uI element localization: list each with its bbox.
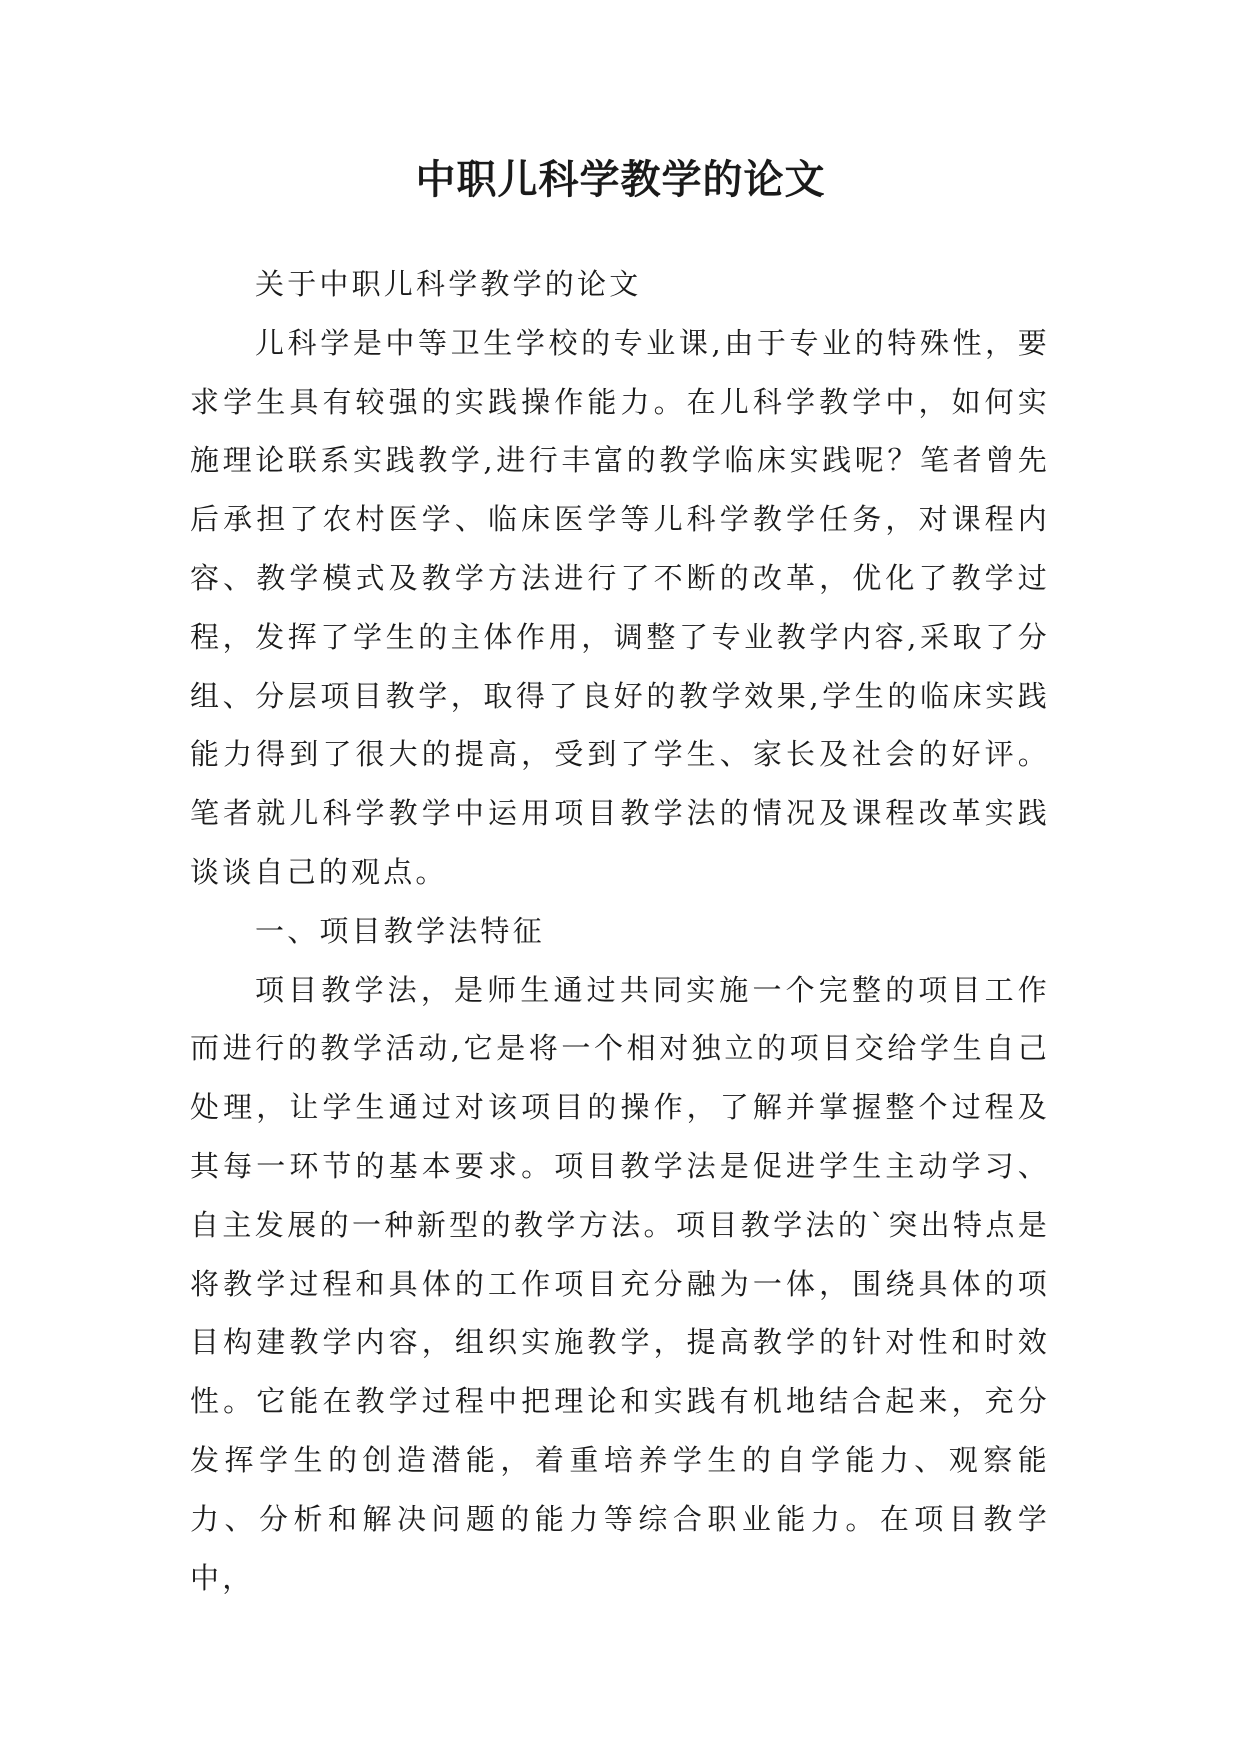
paragraph-subtitle: 关于中职儿科学教学的论文	[255, 267, 642, 301]
document-body	[190, 255, 1050, 1607]
paragraph-intro: 儿科学是中等卫生学校的专业课,由于专业的特殊性，要求学生具有较强的实践操作能力。在儿科学教学中，如何实施理论联系实践教学,进行丰富的教学临床实践呢？笔者曾先后承担了农村医学、临床医学等儿科学教学任务，对课程内容、教学模式及教学方法进行了不断的改革，优化了教学过程，发挥了学生的主体作用，调整了专业教学内容,采取了分组、分层项目教学，取得了良好的教学效果,学生的临床实践能力得到了很大的提高，受到了学生、家长及社会的好评。笔者就儿科学教学中运用项目教学法的情况及课程改革实践谈谈自己的观点。	[190, 325, 1050, 889]
paragraph-project-method: 项目教学法，是师生通过共同实施一个完整的项目工作而进行的教学活动,它是将一个相对独立的项目交给学生自己处理，让学生通过对该项目的操作，了解并掌握整个过程及其每一环节的基本要求。项目教学法是促进学生主动学习、自主发展的一种新型的教学方法。项目教学法的`突出特点是将教学过程和具体的工作项目充分融为一体，围绕具体的项目构建教学内容，组织实施教学，提高教学的针对性和时效性。它能在教学过程中把理论和实践有机地结合起来，充分发挥学生的创造潜能，着重培养学生的自学能力、观察能力、分析和解决问题的能力等综合职业能力。在项目教学中，	[190, 972, 1050, 1595]
document-title: 中职儿科学教学的论文	[415, 157, 826, 203]
section-heading: 一、项目教学法特征	[255, 913, 545, 948]
